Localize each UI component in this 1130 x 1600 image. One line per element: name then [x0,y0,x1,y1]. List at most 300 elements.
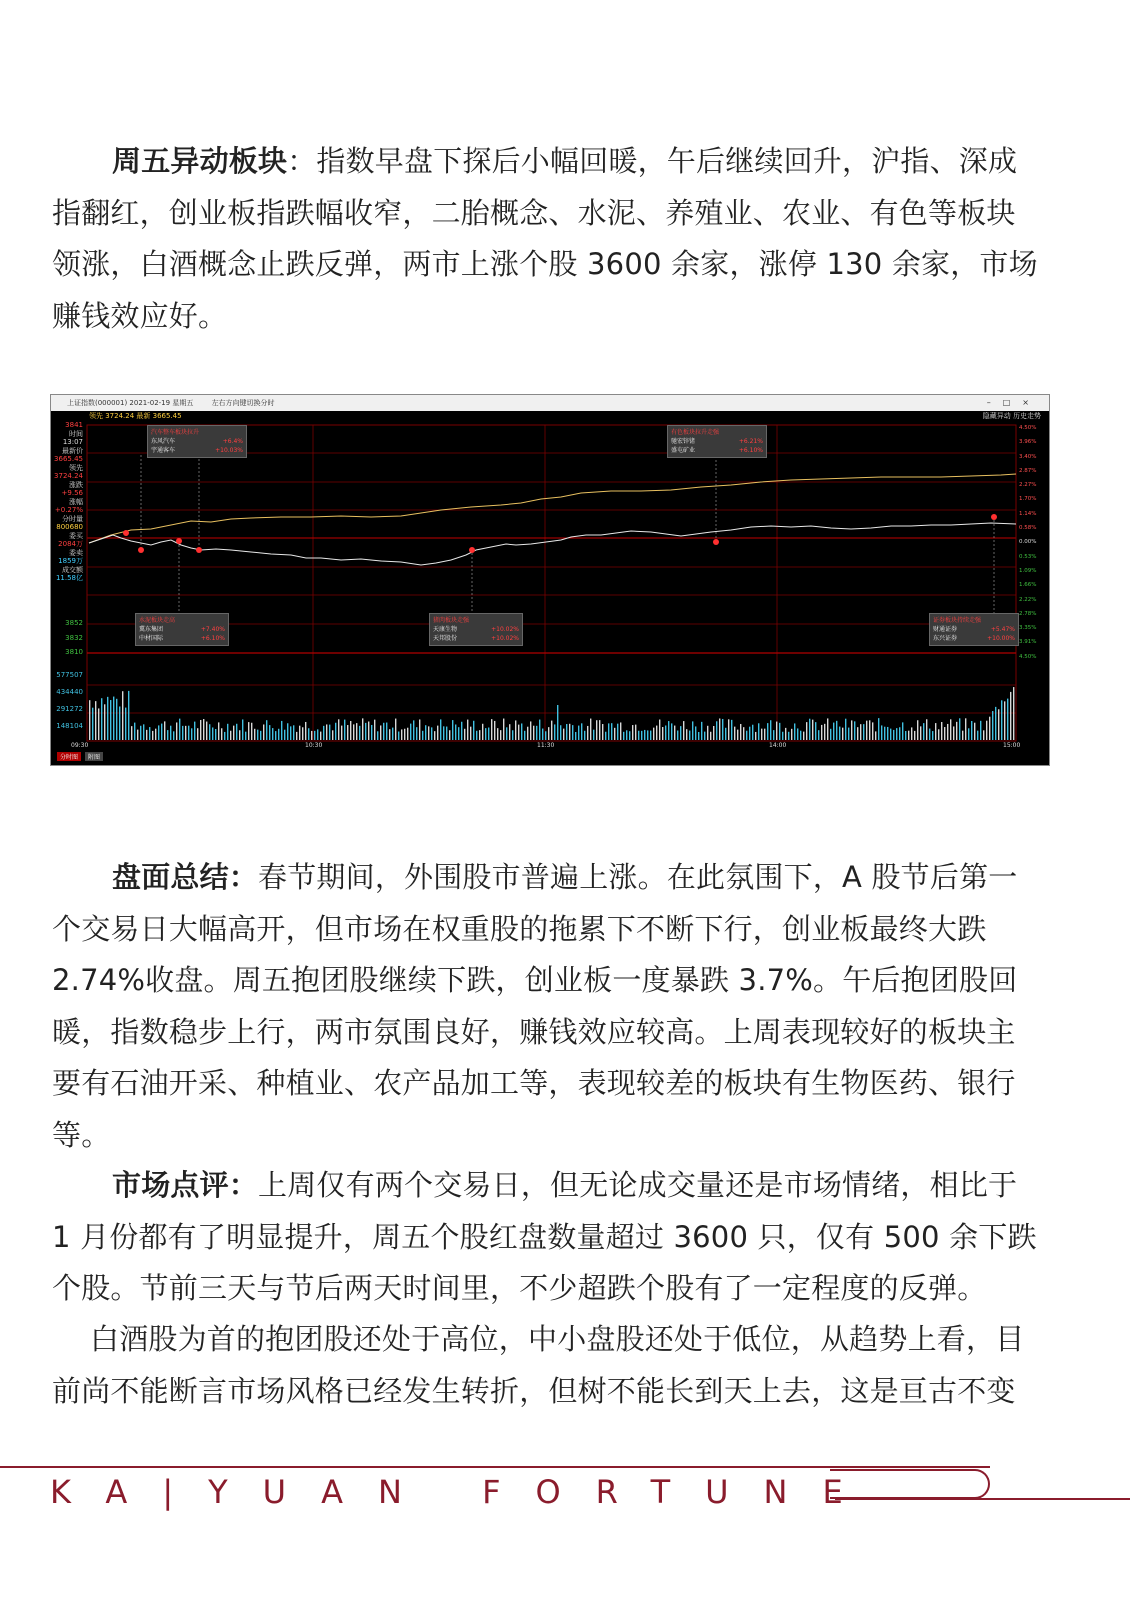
volume-bar [680,726,681,740]
volume-bar [203,719,204,740]
percent-tick: 3.35% [1019,625,1037,632]
volume-bar [221,728,222,740]
volume-bar [248,722,249,740]
volume-bar [623,732,624,740]
label-change-pct: 涨幅 [69,497,83,506]
volume-bar [515,720,516,740]
volume-bar [1013,687,1014,740]
label-leading: 领先 [69,463,83,472]
percent-tick: 4.50% [1019,425,1037,431]
volume-bar [440,719,441,740]
percent-tick: 1.14% [1019,510,1037,517]
volume-bar [275,731,276,740]
volume-bar [152,731,153,740]
volume-bar [401,729,402,740]
volume-bar [338,719,339,740]
volume-bar [1010,692,1011,740]
chart-options[interactable]: 隐藏异动 历史走势 [982,412,1041,420]
price-tick: 3852 [65,619,83,627]
window-controls[interactable]: –□× [986,398,1041,407]
price-high-tick: 3841 [65,421,83,429]
tab-intraday[interactable]: 分时图 [57,752,81,761]
volume-bar [512,730,513,740]
volume-bar [503,719,504,740]
volume-bar [641,731,642,740]
volume-bar [260,731,261,740]
volume-bar [314,731,315,740]
volume-bar [482,724,483,740]
label-latest: 最新价 [62,446,83,455]
volume-bar [752,725,753,740]
stock-change: +6.10% [200,635,225,642]
stock-change: +7.40% [200,626,225,633]
value-ask: 1859万 [58,557,83,565]
volume-bar [878,718,879,740]
volume-bar [653,728,654,740]
volume-bar [587,726,588,740]
volume-bar [599,720,600,740]
volume-bar [854,721,855,740]
volume-bar [437,726,438,740]
value-latest: 3665.45 [54,455,83,463]
volume-bar [728,719,729,740]
volume-bar [185,726,186,740]
volume-bar [191,728,192,740]
volume-bar [557,705,558,740]
volume-bar [407,728,408,740]
volume-bar [803,732,804,740]
volume-bar [155,729,156,740]
volume-bar [212,727,213,740]
volume-bar [170,726,171,740]
volume-bar [455,724,456,740]
popup-auto-sector[interactable] [147,425,247,458]
volume-bar [485,728,486,740]
price-axis-lower [51,619,83,657]
volume-bar [980,721,981,740]
volume-bar [443,726,444,740]
volume-bar [869,720,870,740]
popup-title: 猪肉板块走强 [433,617,470,624]
volume-bar [794,723,795,740]
volume-bar [179,719,180,740]
volume-bar [95,701,96,740]
volume-bar [929,729,930,740]
volume-bar [914,731,915,740]
volume-bar [710,732,711,740]
label-minute-volume: 分时量 [62,514,83,523]
volume-bar [974,723,975,740]
volume-bar [476,731,477,740]
volume-bar [566,724,567,740]
volume-bar [686,729,687,740]
volume-bar [182,726,183,740]
volume-bar [449,730,450,740]
volume-bar [335,723,336,740]
volume-bar [134,723,135,740]
window-title: 上证指数(000001) 2021-02-19 星期五 [67,399,194,407]
volume-bar [527,727,528,740]
volume-bar [251,723,252,740]
volume-bar [410,724,411,740]
stock-change: +10.03% [215,447,243,454]
volume-bar [881,725,882,740]
volume-bar [581,723,582,740]
volume-bar [896,728,897,740]
volume-bar [731,720,732,740]
stock-change: +6.4% [222,438,243,445]
volume-bar [683,721,684,740]
footer-rule [0,1466,990,1468]
volume-bar [656,726,657,740]
volume-bar [926,719,927,740]
volume-bar [719,718,720,740]
volume-bar [749,727,750,740]
tab-subchart[interactable]: 附图 [85,752,103,761]
volume-bar [701,722,702,740]
stock-change: +10.02% [491,626,519,633]
volume-bar [857,727,858,740]
volume-bar [707,726,708,740]
volume-bar [128,691,129,740]
volume-bar [353,724,354,740]
volume-bar [689,731,690,740]
volume-bar [101,698,102,740]
volume-bar [866,721,867,740]
popup-securities-sector[interactable] [929,613,1019,646]
volume-bar [584,731,585,740]
stock-change: +6.10% [738,447,763,454]
paragraph-abnormal-sectors [52,136,1042,342]
volume-bar [713,726,714,740]
volume-bar [218,722,219,740]
volume-bar [473,721,474,740]
volume-bar [89,700,90,740]
volume-bar [224,732,225,740]
volume-bar [506,727,507,740]
footer-rule-right [835,1498,1130,1500]
volume-bar [542,729,543,740]
volume-bar [149,727,150,740]
value-change: +9.56 [61,489,83,497]
heading-colon: ： [287,144,317,178]
volume-bar [143,724,144,740]
volume-bar [968,728,969,740]
stock-chart-screenshot [50,394,1050,766]
percent-tick: 2.87% [1019,467,1037,474]
volume-bar [788,732,789,740]
volume-bar [722,719,723,740]
index-quote: 领先 3724.24 最新 3665.45 [89,412,182,420]
stock-name: 冀东集团 [139,626,164,633]
volume-bar [479,730,480,740]
volume-bar [632,725,633,740]
volume-bar [662,727,663,740]
volume-bar [494,721,495,740]
volume-bar [836,721,837,740]
percent-tick: 1.66% [1019,582,1037,589]
volume-bar [431,727,432,740]
value-bid: 2084万 [58,540,83,548]
volume-bar [467,720,468,740]
volume-bar [233,726,234,740]
stock-change: +6.21% [738,438,763,445]
volume-bar [872,722,873,740]
volume-bar [164,721,165,740]
volume-bar [389,729,390,740]
volume-bar [560,725,561,740]
volume-bar [254,729,255,740]
volume-bar [281,721,282,740]
volume-bar [986,721,987,740]
volume-bar [197,728,198,740]
volume-bar [305,722,306,740]
stock-name: 天康生物 [433,626,458,633]
heading-market-summary: 盘面总结： [112,860,259,894]
volume-bar [119,706,120,740]
volume-bar [341,726,342,740]
volume-bar [245,732,246,740]
heading-market-comment: 市场点评： [112,1168,259,1202]
volume-bar [620,722,621,740]
volume-bar [611,723,612,740]
volume-bar [299,726,300,740]
stock-name: 财通证券 [933,626,958,633]
paragraph-market-summary [52,852,1042,1161]
percent-tick: 3.96% [1019,439,1037,446]
volume-bar [830,729,831,740]
volume-bar [470,727,471,740]
volume-bar [140,726,141,740]
volume-bar [860,724,861,740]
volume-bar [956,722,957,740]
window-hint: 左右方向键切换分时 [211,399,275,407]
volume-bar [809,719,810,740]
volume-bar [116,699,117,740]
volume-bar [782,732,783,740]
volume-bar [371,725,372,740]
volume-bar [773,730,774,740]
volume-bar [614,728,615,740]
volume-bar [827,718,828,740]
volume-bar [605,732,606,740]
volume-bar [362,718,363,740]
volume-bar [755,732,756,740]
volume-bar [572,725,573,740]
volume-bar [779,723,780,740]
stock-name: 东兴证券 [933,635,958,642]
percent-tick: 2.22% [1019,596,1037,603]
volume-bar [563,729,564,740]
volume-bar [1007,699,1008,740]
volume-bar [650,731,651,740]
percent-tick: 2.27% [1019,482,1037,489]
volume-bar [419,719,420,740]
volume-bar [590,719,591,740]
volume-bar [899,727,900,740]
volume-bar [983,730,984,740]
volume-bar [296,732,297,740]
volume-bar [200,720,201,740]
volume-bar [818,730,819,740]
popup-nonferrous-sector[interactable] [667,425,767,458]
volume-bar [266,720,267,740]
volume-bar [173,731,174,740]
value-leading: 3724.24 [54,472,83,480]
volume-bar [938,729,939,740]
volume-bar [554,724,555,740]
volume-bar [704,732,705,740]
volume-bar [347,725,348,740]
volume-bar [761,729,762,740]
volume-bar [971,721,972,740]
volume-bar [674,726,675,740]
percent-tick: 4.50% [1019,653,1037,660]
volume-bar [329,725,330,740]
brand-wordmark: KA|YUAN FORTUNE [50,1473,878,1511]
volume-bar [659,720,660,740]
percent-tick: 1.09% [1019,567,1037,574]
volume-bar [1001,700,1002,740]
paragraph-text: 指数早盘下探后小幅回暖，午后继续回升，沪指、深成指翻红，创业板指跌幅收窄，二胎概念、水泥、养殖业、农业、有色等板块领涨，白酒概念止跌反弹，两市上涨个股 3600 余家，涨停 130 余家，市场赚钱效应好。 [52,144,1038,333]
volume-bar [911,727,912,740]
volume-bar [821,725,822,740]
stock-name: 宇通客车 [151,447,176,454]
volume-bar [920,726,921,740]
volume-bar [293,725,294,740]
volume-bar [92,708,93,740]
popup-pork-sector[interactable] [429,613,523,646]
volume-bar [509,724,510,740]
stock-change: +5.47% [990,626,1015,633]
value-minute-volume: 800680 [56,523,83,531]
volume-bar [395,719,396,740]
volume-bar [593,730,594,740]
volume-bar [236,724,237,740]
volume-axis [51,667,83,735]
volume-bar [935,723,936,740]
volume-bar [995,707,996,740]
volume-bar [488,728,489,740]
volume-bar [692,721,693,740]
time-tick: 14:00 [769,742,787,749]
volume-bar [989,717,990,740]
volume-bar [104,704,105,740]
volume-bar [797,728,798,740]
price-tick: 3810 [65,648,83,656]
volume-bar [332,730,333,740]
volume-bar [824,724,825,740]
volume-bar [368,721,369,740]
volume-bar [863,724,864,740]
volume-bar [380,725,381,740]
label-turnover: 成交额 [62,565,83,574]
volume-tick: 148104 [56,722,83,730]
stock-change: +10.02% [491,635,519,642]
stock-name: 中材国际 [139,635,164,642]
volume-bar [791,729,792,740]
volume-bar [350,721,351,740]
value-turnover: 11.58亿 [55,574,83,582]
volume-bar [770,720,771,740]
volume-bar [422,731,423,740]
popup-title: 水泥板块走高 [139,617,176,624]
paragraph-text: 上周仅有两个交易日，但无论成交量还是市场情绪，相比于 1 月份都有了明显提升，周五个股红盘数量超过 3600 只，仅有 500 余下跌个股。节前三天与节后两天时间里，不少超跌个股有了一定程度的反弹。 [52,1168,1037,1305]
volume-bar [842,728,843,740]
volume-bar [377,731,378,740]
volume-bar [785,728,786,740]
volume-bar [965,718,966,740]
volume-bar [227,724,228,740]
time-tick: 10:30 [305,742,323,749]
volume-bar [302,727,303,740]
volume-bar [851,720,852,740]
time-tick: 09:30 [71,742,89,749]
volume-bar [698,732,699,740]
volume-bar [242,719,243,740]
volume-bar [359,726,360,740]
paragraph-market-comment [52,1160,1042,1315]
percent-tick: 3.91% [1019,639,1037,646]
volume-tick: 291272 [56,705,83,713]
volume-bar [917,720,918,740]
label-time: 时间 [69,429,83,438]
volume-bar [452,720,453,740]
volume-bar [158,725,159,740]
time-tick: 15:00 [1003,742,1021,749]
volume-bar [608,723,609,740]
volume-bar [890,729,891,740]
volume-bar [953,726,954,740]
volume-bar [278,729,279,740]
volume-bar [887,727,888,740]
volume-bar [122,691,123,740]
volume-bar [959,718,960,740]
volume-bar [530,721,531,740]
popup-cement-sector[interactable] [135,613,229,646]
volume-bar [194,722,195,740]
volume-bar [290,726,291,740]
volume-bar [167,730,168,740]
volume-bar [110,700,111,740]
value-change-pct: +0.27% [54,506,83,514]
volume-bar [272,728,273,740]
volume-bar [743,727,744,740]
volume-bar [323,726,324,740]
volume-bar [209,724,210,740]
volume-bar [500,730,501,740]
volume-bar [596,720,597,740]
volume-bar [644,730,645,740]
volume-bar [602,724,603,740]
volume-bar [902,722,903,740]
volume-bar [884,727,885,740]
volume-bar [737,730,738,740]
percent-tick: 1.70% [1019,496,1037,503]
volume-bar [905,731,906,740]
volume-bar [464,729,465,740]
volume-bar [356,723,357,740]
volume-bar [746,731,747,740]
percent-tick: 0.00% [1019,539,1037,546]
stock-change: +10.00% [987,635,1015,642]
volume-bar [413,720,414,740]
volume-bar [434,731,435,740]
volume-bar [638,731,639,740]
volume-bar [383,723,384,740]
stock-name: 盛屯矿业 [671,447,696,454]
volume-bar [239,730,240,740]
